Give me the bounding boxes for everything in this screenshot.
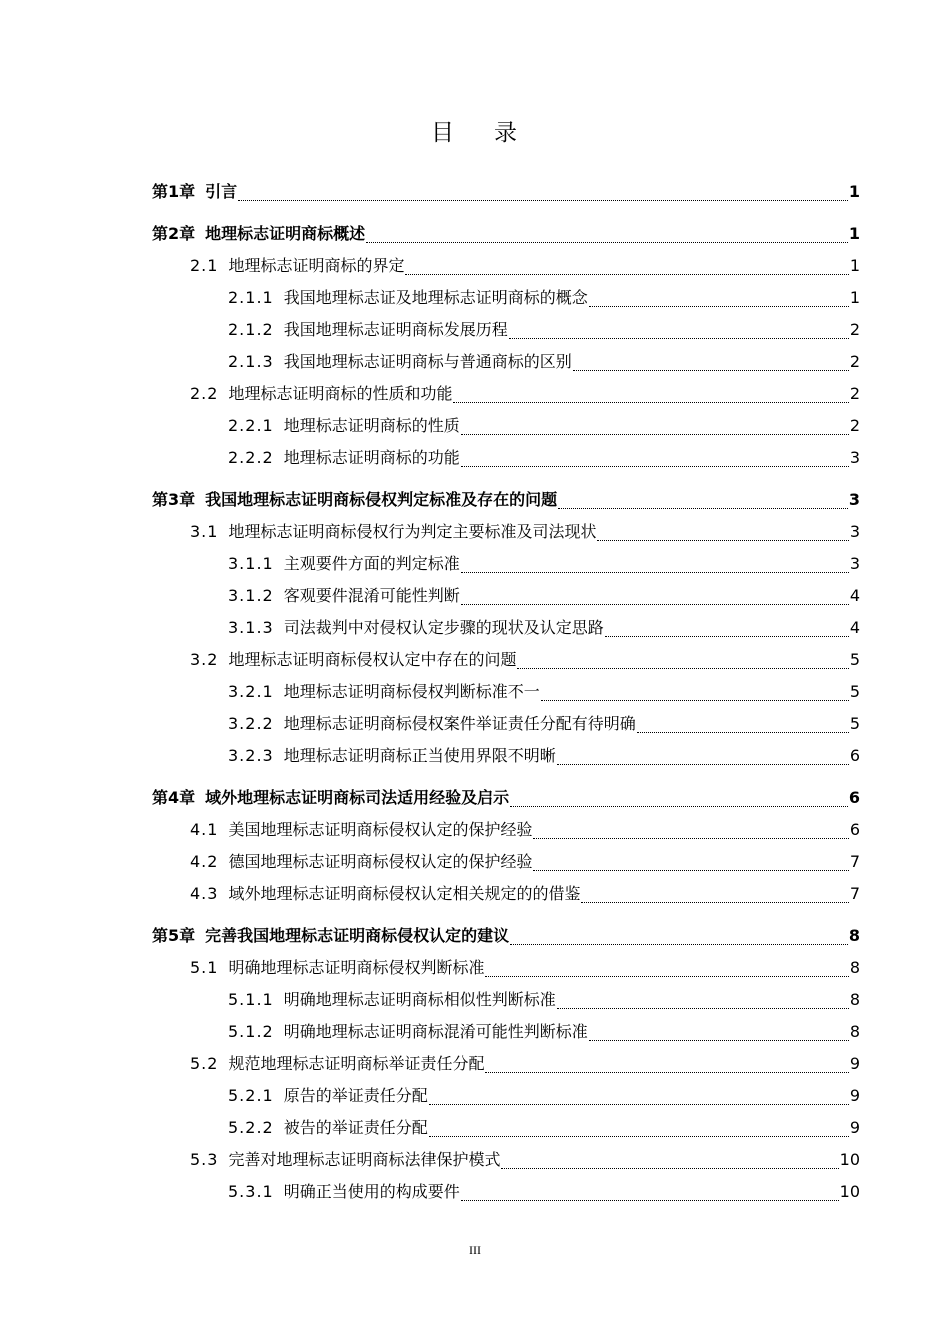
page-number-footer: III — [469, 1243, 481, 1257]
toc-entry-page: 9 — [849, 1054, 860, 1073]
toc-entry-page: 3 — [848, 490, 860, 509]
toc-entry-page: 2 — [849, 320, 860, 339]
toc-title-char-2: 录 — [494, 120, 519, 146]
toc-subsection-entry[interactable] — [152, 580, 860, 612]
toc-entry-number: 第3章 — [152, 490, 196, 509]
toc-entry-page: 10 — [839, 1150, 860, 1169]
toc-dot-leader — [533, 837, 848, 839]
toc-entry-page: 8 — [849, 1022, 860, 1041]
toc-entry-number: 5.3 — [190, 1150, 219, 1169]
toc-dot-leader — [637, 731, 849, 733]
toc-subsection-entry[interactable] — [152, 1112, 860, 1144]
toc-dot-leader — [597, 539, 848, 541]
toc-entry-number: 3.1.2 — [228, 586, 274, 605]
toc-entry-page: 6 — [849, 746, 860, 765]
toc-entry-number: 2.1.2 — [228, 320, 274, 339]
toc-entry-title: 地理标志证明商标的界定 — [228, 256, 405, 275]
toc-title-char-1: 目 — [431, 120, 456, 146]
toc-entry-page: 1 — [848, 182, 860, 201]
toc-entry-title: 地理标志证明商标的功能 — [283, 448, 460, 467]
toc-subsection-entry[interactable] — [152, 1176, 860, 1208]
toc-subsection-entry[interactable] — [152, 314, 860, 346]
toc-dot-leader — [510, 805, 848, 807]
toc-entry-title: 地理标志证明商标侵权行为判定主要标准及司法现状 — [228, 522, 597, 541]
toc-entry-page: 9 — [849, 1118, 860, 1137]
toc-entry-title: 被告的举证责任分配 — [283, 1118, 428, 1137]
toc-entry-number: 3.2.1 — [228, 682, 274, 701]
toc-entry-title: 地理标志证明商标的性质 — [283, 416, 460, 435]
toc-entry-title: 完善对地理标志证明商标法律保护模式 — [228, 1150, 501, 1169]
toc-dot-leader — [541, 699, 849, 701]
toc-entry-number: 第5章 — [152, 926, 196, 945]
toc-chapter-entry[interactable] — [152, 176, 860, 208]
toc-chapter-entry[interactable] — [152, 782, 860, 814]
toc-entry-title: 我国地理标志证明商标与普通商标的区别 — [283, 352, 572, 371]
toc-entry-page: 7 — [849, 884, 860, 903]
toc-dot-leader — [461, 465, 849, 467]
toc-entry-page: 8 — [849, 990, 860, 1009]
toc-entry-title: 司法裁判中对侵权认定步骤的现状及认定思路 — [283, 618, 604, 637]
toc-entry-page: 2 — [849, 416, 860, 435]
toc-dot-leader — [573, 369, 849, 371]
toc-entry-title: 明确地理标志证明商标相似性判断标准 — [283, 990, 556, 1009]
toc-entry-page: 6 — [849, 820, 860, 839]
toc-dot-leader — [557, 1007, 849, 1009]
toc-entry-page: 1 — [848, 224, 860, 243]
toc-dot-leader — [461, 433, 849, 435]
toc-entry-page: 7 — [849, 852, 860, 871]
toc-entry-page: 2 — [849, 384, 860, 403]
toc-subsection-entry[interactable] — [152, 548, 860, 580]
toc-entry-page: 3 — [849, 448, 860, 467]
toc-dot-leader — [405, 273, 848, 275]
toc-title — [0, 114, 950, 147]
toc-section-entry[interactable] — [152, 846, 860, 878]
toc-dot-leader — [461, 603, 849, 605]
toc-dot-leader — [429, 1103, 849, 1105]
toc-entry-number: 4.3 — [190, 884, 219, 903]
toc-entry-page: 1 — [849, 288, 860, 307]
toc-entry-page: 8 — [848, 926, 860, 945]
toc-entry-number: 2.1.3 — [228, 352, 274, 371]
toc-entry-page: 4 — [849, 618, 860, 637]
toc-dot-leader — [557, 763, 849, 765]
toc-entry-number: 5.3.1 — [228, 1182, 274, 1201]
toc-section-entry[interactable] — [152, 952, 860, 984]
toc-entry-number: 第4章 — [152, 788, 196, 807]
toc-entry-page: 3 — [849, 522, 860, 541]
toc-dot-leader — [238, 199, 848, 201]
toc-entry-title: 我国地理标志证及地理标志证明商标的概念 — [283, 288, 588, 307]
toc-section-entry[interactable] — [152, 878, 860, 910]
toc-subsection-entry[interactable] — [152, 442, 860, 474]
toc-dot-leader — [581, 901, 848, 903]
toc-subsection-entry[interactable] — [152, 410, 860, 442]
toc-entry-number: 4.2 — [190, 852, 219, 871]
toc-chapter-entry[interactable] — [152, 484, 860, 516]
toc-entry-number: 2.1.1 — [228, 288, 274, 307]
toc-subsection-entry[interactable] — [152, 1080, 860, 1112]
toc-entry-page: 5 — [849, 714, 860, 733]
toc-subsection-entry[interactable] — [152, 612, 860, 644]
toc-dot-leader — [485, 975, 848, 977]
toc-section-entry[interactable] — [152, 644, 860, 676]
toc-chapter-entry[interactable] — [152, 218, 860, 250]
toc-entry-number: 5.1.2 — [228, 1022, 274, 1041]
toc-entry-title: 美国地理标志证明商标侵权认定的保护经验 — [228, 820, 533, 839]
toc-entry-page: 4 — [849, 586, 860, 605]
toc-entry-title: 地理标志证明商标的性质和功能 — [228, 384, 453, 403]
toc-dot-leader — [589, 1039, 849, 1041]
toc-entry-title: 我国地理标志证明商标发展历程 — [283, 320, 508, 339]
toc-entry-page: 6 — [848, 788, 860, 807]
toc-entry-page: 5 — [849, 682, 860, 701]
toc-entry-title: 原告的举证责任分配 — [283, 1086, 428, 1105]
toc-entry-page: 2 — [849, 352, 860, 371]
toc-entry-number: 2.1 — [190, 256, 219, 275]
toc-dot-leader — [510, 943, 848, 945]
toc-entry-title: 域外地理标志证明商标侵权认定相关规定的的借鉴 — [228, 884, 581, 903]
toc-entry-number: 5.1 — [190, 958, 219, 977]
toc-section-entry[interactable] — [152, 516, 860, 548]
table-of-contents — [152, 176, 860, 1208]
toc-dot-leader — [366, 241, 848, 243]
toc-dot-leader — [558, 507, 848, 509]
toc-section-entry[interactable] — [152, 1144, 860, 1176]
toc-entry-title: 客观要件混淆可能性判断 — [283, 586, 460, 605]
toc-entry-number: 2.2.2 — [228, 448, 274, 467]
toc-entry-number: 5.2.1 — [228, 1086, 274, 1105]
toc-entry-number: 5.2.2 — [228, 1118, 274, 1137]
toc-dot-leader — [517, 667, 848, 669]
toc-entry-title: 主观要件方面的判定标准 — [283, 554, 460, 573]
toc-dot-leader — [485, 1071, 848, 1073]
toc-entry-title: 地理标志证明商标概述 — [205, 224, 366, 243]
toc-entry-title: 明确地理标志证明商标侵权判断标准 — [228, 958, 485, 977]
toc-dot-leader — [453, 401, 848, 403]
toc-dot-leader — [605, 635, 849, 637]
toc-entry-title: 地理标志证明商标侵权认定中存在的问题 — [228, 650, 517, 669]
toc-chapter-entry[interactable] — [152, 920, 860, 952]
toc-entry-title: 德国地理标志证明商标侵权认定的保护经验 — [228, 852, 533, 871]
toc-entry-number: 3.1.3 — [228, 618, 274, 637]
toc-subsection-entry[interactable] — [152, 676, 860, 708]
toc-entry-number: 4.1 — [190, 820, 219, 839]
toc-dot-leader — [509, 337, 849, 339]
toc-entry-number: 5.2 — [190, 1054, 219, 1073]
toc-entry-page: 8 — [849, 958, 860, 977]
toc-entry-page: 9 — [849, 1086, 860, 1105]
toc-entry-number: 3.2.2 — [228, 714, 274, 733]
toc-dot-leader — [589, 305, 849, 307]
toc-entry-number: 3.1.1 — [228, 554, 274, 573]
toc-entry-number: 第2章 — [152, 224, 196, 243]
toc-dot-leader — [461, 1199, 839, 1201]
toc-entry-title: 规范地理标志证明商标举证责任分配 — [228, 1054, 485, 1073]
toc-entry-title: 地理标志证明商标侵权案件举证责任分配有待明确 — [283, 714, 636, 733]
toc-entry-number: 2.2.1 — [228, 416, 274, 435]
toc-entry-number: 3.2.3 — [228, 746, 274, 765]
toc-entry-number: 2.2 — [190, 384, 219, 403]
toc-entry-page: 1 — [849, 256, 860, 275]
toc-entry-title: 明确正当使用的构成要件 — [283, 1182, 460, 1201]
toc-section-entry[interactable] — [152, 250, 860, 282]
toc-entry-title: 地理标志证明商标正当使用界限不明晰 — [283, 746, 556, 765]
toc-entry-number: 3.2 — [190, 650, 219, 669]
toc-subsection-entry[interactable] — [152, 282, 860, 314]
toc-entry-number: 第1章 — [152, 182, 196, 201]
toc-entry-title: 域外地理标志证明商标司法适用经验及启示 — [205, 788, 510, 807]
toc-entry-title: 完善我国地理标志证明商标侵权认定的建议 — [205, 926, 510, 945]
toc-entry-number: 3.1 — [190, 522, 219, 541]
toc-dot-leader — [461, 571, 849, 573]
toc-entry-page: 3 — [849, 554, 860, 573]
toc-entry-page: 5 — [849, 650, 860, 669]
toc-subsection-entry[interactable] — [152, 1016, 860, 1048]
toc-entry-title: 我国地理标志证明商标侵权判定标准及存在的问题 — [205, 490, 558, 509]
toc-dot-leader — [501, 1167, 838, 1169]
toc-entry-number: 5.1.1 — [228, 990, 274, 1009]
toc-subsection-entry[interactable] — [152, 708, 860, 740]
toc-section-entry[interactable] — [152, 1048, 860, 1080]
toc-entry-page: 10 — [839, 1182, 860, 1201]
toc-section-entry[interactable] — [152, 814, 860, 846]
toc-section-entry[interactable] — [152, 378, 860, 410]
toc-subsection-entry[interactable] — [152, 984, 860, 1016]
toc-entry-title: 地理标志证明商标侵权判断标准不一 — [283, 682, 540, 701]
toc-subsection-entry[interactable] — [152, 740, 860, 772]
toc-dot-leader — [533, 869, 848, 871]
toc-entry-title: 引言 — [205, 182, 238, 201]
toc-subsection-entry[interactable] — [152, 346, 860, 378]
toc-dot-leader — [429, 1135, 849, 1137]
toc-entry-title: 明确地理标志证明商标混淆可能性判断标准 — [283, 1022, 588, 1041]
